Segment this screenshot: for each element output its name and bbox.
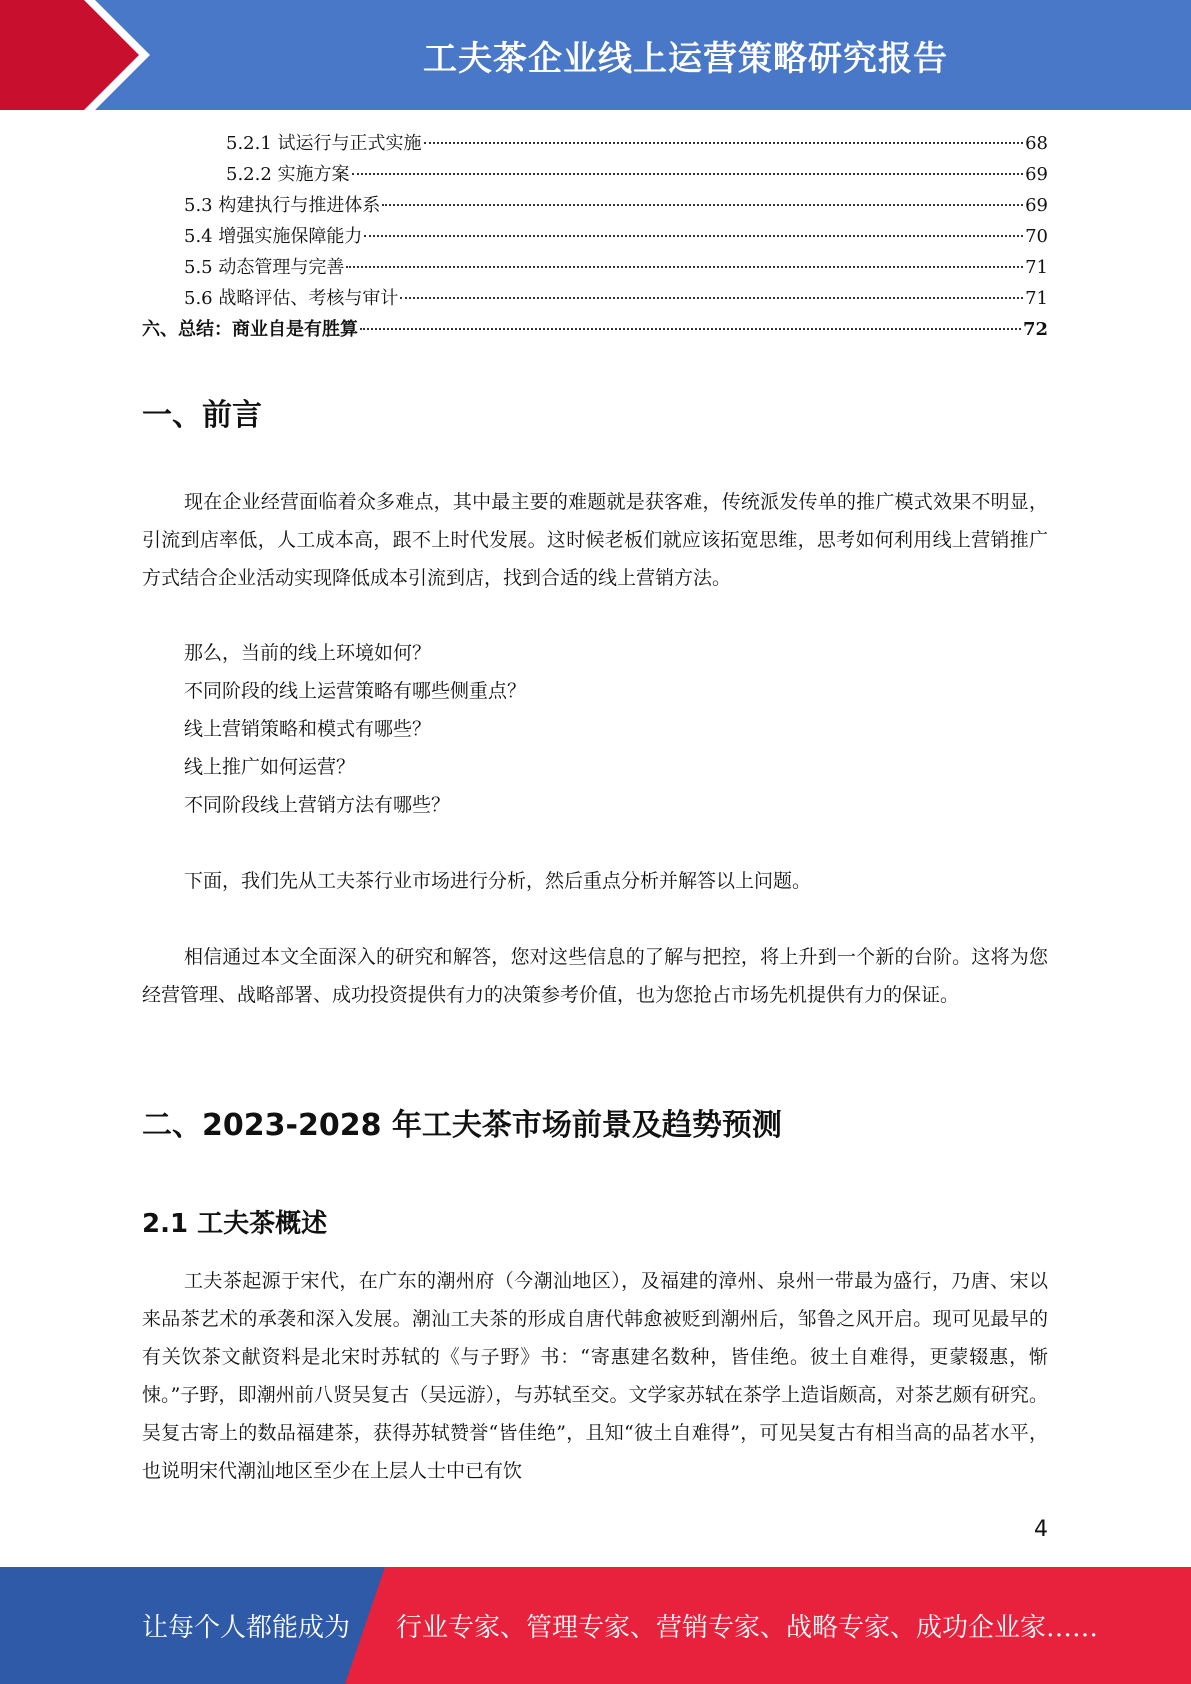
intro-paragraph: 现在企业经营面临着众多难点，其中最主要的难题就是获客难，传统派发传单的推广模式效果不明显，引流到店率低，人工成本高，跟不上时代发展。这时候老板们就应该拓宽思维，思考如何利用线上营销推广方式结合企业活动实现降低成本引流到店，找到合适的线上营销方法。 (142, 491, 1048, 589)
toc-dot-leader (400, 297, 1023, 299)
transition-paragraph: 下面，我们先从工夫茶行业市场进行分析，然后重点分析并解答以上问题。 (184, 870, 812, 892)
subsection-heading-overview: 2.1 工夫茶概述 (142, 1209, 328, 1239)
page-number: 4 (1034, 1517, 1048, 1542)
toc-entry-label: 5.5 动态管理与完善 (184, 257, 345, 278)
question-item: 那么，当前的线上环境如何？ (184, 642, 432, 664)
footer-slogan-left: 让每个人都能成为 (142, 1613, 351, 1643)
toc-entry-label: 5.2.1 试运行与正式实施 (226, 133, 422, 154)
toc-entry-page: 72 (1022, 319, 1048, 340)
table-of-contents (142, 128, 1048, 345)
toc-dot-leader (360, 328, 1021, 330)
toc-entry-page: 69 (1025, 164, 1048, 185)
toc-entry-label: 5.6 战略评估、考核与审计 (184, 288, 399, 309)
toc-entry-label: 六、总结：商业自是有胜算 (142, 319, 358, 340)
toc-entry[interactable] (142, 221, 1048, 252)
question-item: 不同阶段的线上运营策略有哪些侧重点？ (184, 680, 527, 702)
toc-entry-label: 5.4 增强实施保障能力 (184, 226, 363, 247)
toc-entry-page: 69 (1025, 195, 1048, 216)
section-heading-preface: 一、前言 (142, 398, 262, 433)
toc-entry-page: 68 (1025, 133, 1048, 154)
toc-dot-leader (424, 142, 1024, 144)
document-title: 工夫茶企业线上运营策略研究报告 (423, 38, 948, 79)
toc-entry-page: 70 (1025, 226, 1048, 247)
section-heading-market-forecast: 二、2023-2028 年工夫茶市场前景及趋势预测 (142, 1108, 782, 1143)
question-item: 线上营销策略和模式有哪些？ (184, 718, 432, 740)
overview-paragraph: 工夫茶起源于宋代，在广东的潮州府（今潮汕地区），及福建的漳州、泉州一带最为盛行，乃唐、宋以来品茶艺术的承袭和深入发展。潮汕工夫茶的形成自唐代韩愈被贬到潮州后，邹鲁之风开启。现可见最早的有关饮茶文献资料是北宋时苏轼的《与子野》书：“寄惠建名数种，皆佳绝。彼土自难得，更蒙辍惠，惭悚。”子野，即潮州前八贤吴复古（吴远游），与苏轼至交。文学家苏轼在茶学上造诣颇高，对茶艺颇有研究。吴复古寄上的数品福建茶，获得苏轼赞誉“皆佳绝”，且知“彼土自难得”，可见吴复古有相当高的品茗水平，也说明宋代潮汕地区至少在上层人士中已有饮 (142, 1270, 1048, 1482)
toc-entry-label: 5.2.2 实施方案 (226, 164, 350, 185)
header-bar (0, 0, 1191, 110)
toc-entry[interactable] (142, 159, 1048, 190)
footer-banner (0, 1567, 1191, 1684)
toc-dot-leader (382, 204, 1023, 206)
toc-entry[interactable] (142, 128, 1048, 159)
question-list (184, 634, 1044, 824)
toc-dot-leader (346, 266, 1023, 268)
toc-entry-page: 71 (1025, 288, 1048, 309)
conclusion-paragraph: 相信通过本文全面深入的研究和解答，您对这些信息的了解与把控，将上升到一个新的台阶。这将为您经营管理、战略部署、成功投资提供有力的决策参考价值，也为您抢占市场先机提供有力的保证。 (142, 946, 1048, 1006)
toc-dot-leader (352, 173, 1024, 175)
footer-slogan-right: 行业专家、管理专家、营销专家、战略专家、成功企业家…… (396, 1613, 1099, 1643)
toc-entry[interactable] (142, 283, 1048, 314)
toc-entry-label: 5.3 构建执行与推进体系 (184, 195, 381, 216)
toc-entry-page: 71 (1025, 257, 1048, 278)
question-item: 线上推广如何运营？ (184, 756, 356, 778)
question-item: 不同阶段线上营销方法有哪些？ (184, 794, 451, 816)
toc-entry[interactable] (142, 190, 1048, 221)
toc-entry[interactable] (142, 314, 1048, 345)
header-chevron-decoration (0, 0, 160, 110)
toc-entry[interactable] (142, 252, 1048, 283)
toc-dot-leader (364, 235, 1023, 237)
